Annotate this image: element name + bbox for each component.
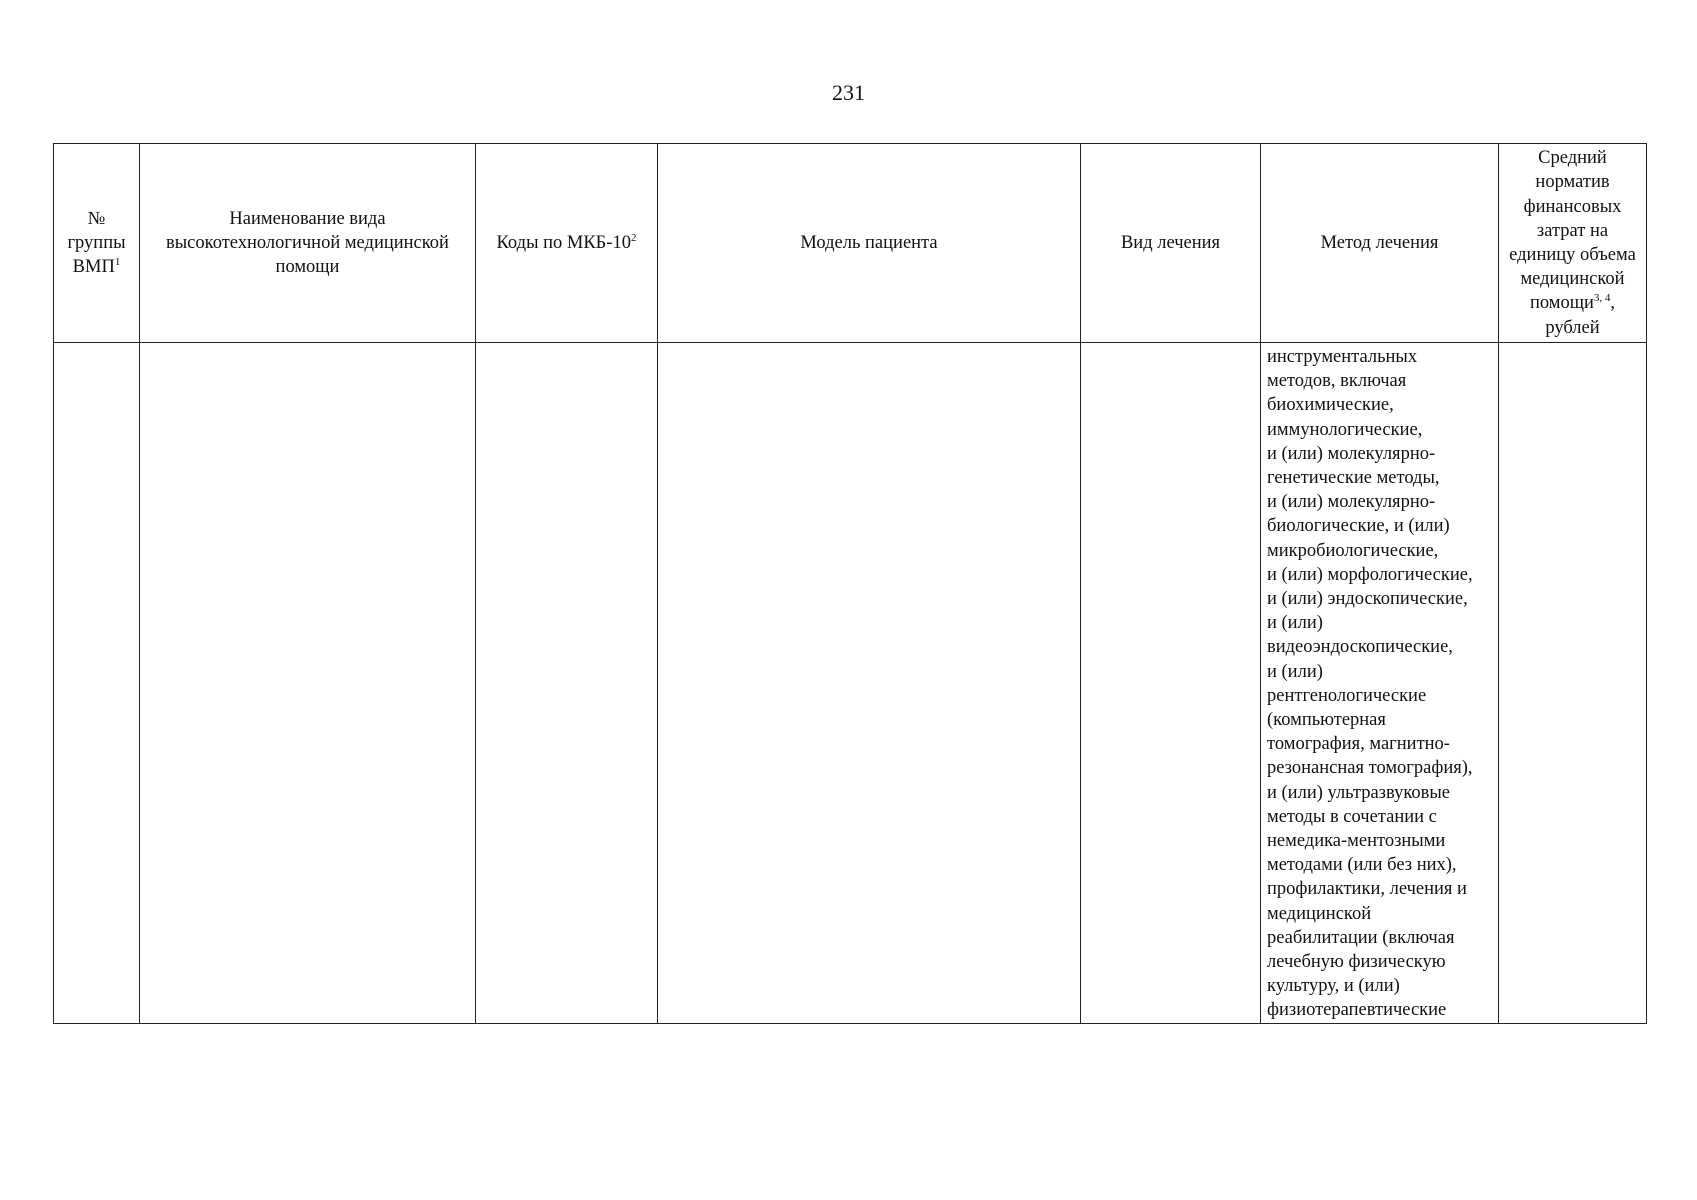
method-text-line: немедика-ментозными — [1267, 831, 1446, 852]
header-name-line-3: помощи — [275, 257, 340, 278]
vmp-table — [53, 143, 1647, 1024]
method-text-line: профилактики, лечения и — [1267, 879, 1467, 900]
header-icd-codes — [476, 144, 658, 343]
header-group-line-1: № — [87, 208, 106, 229]
table-body — [54, 343, 1647, 1024]
method-text-line: и (или) эндоскопические, — [1267, 589, 1468, 610]
header-codes-text: Коды по МКБ-10 — [496, 232, 631, 253]
method-text-line: методов, включая — [1267, 371, 1407, 392]
header-cost-line-8: рублей — [1545, 317, 1600, 338]
cell-group-number — [54, 343, 140, 1024]
method-text-line: инструментальных — [1267, 347, 1418, 367]
table-row — [54, 343, 1647, 1024]
header-name-line-2: высокотехнологичной медицинской — [166, 232, 449, 253]
header-cost-standard — [1499, 144, 1647, 343]
header-cost-comma: , — [1610, 293, 1616, 314]
method-text-line: и (или) — [1267, 613, 1323, 634]
header-patient-model: Модель пациента — [658, 144, 1081, 343]
method-text-line: методы в сочетании с — [1267, 806, 1437, 827]
method-text-line: медицинской — [1267, 903, 1372, 924]
cell-cost-standard — [1499, 343, 1647, 1024]
header-group-number — [54, 144, 140, 343]
header-cost-line-1: Средний — [1538, 148, 1607, 169]
method-text-line: биохимические, — [1267, 395, 1394, 416]
page-number: 231 — [832, 80, 865, 105]
table-header — [54, 144, 1647, 343]
cell-treatment-type — [1081, 343, 1261, 1024]
header-cost-line-4: затрат на — [1536, 220, 1609, 241]
header-treatment-method: Метод лечения — [1261, 144, 1499, 343]
method-text-line: и (или) молекулярно- — [1267, 443, 1436, 464]
method-text-line: лечебную физическую — [1267, 952, 1446, 973]
method-text-line: биологические, и (или) — [1267, 516, 1450, 537]
method-text-line: методами (или без них), — [1267, 855, 1457, 876]
cell-patient-model — [658, 343, 1081, 1024]
method-text-line: (компьютерная — [1267, 710, 1386, 731]
method-text-line: рентгенологические — [1267, 685, 1427, 706]
method-text-line: томография, магнитно- — [1267, 734, 1450, 755]
method-text-line: генетические методы, — [1267, 468, 1440, 489]
header-cost-line-7 — [1503, 291, 1642, 315]
method-text-line: культуру, и (или) — [1267, 976, 1400, 997]
method-text-line: и (или) — [1267, 661, 1323, 682]
cell-icd-codes — [476, 343, 658, 1024]
header-row — [54, 144, 1647, 343]
footnote-ref-2: 2 — [630, 231, 637, 244]
header-group-line-3 — [58, 255, 135, 279]
header-name-line-1: Наименование вида — [229, 208, 386, 229]
method-text-line: микробиологические, — [1267, 540, 1439, 561]
header-cost-line-2: норматив — [1535, 172, 1610, 193]
method-text-line: иммунологические, — [1267, 419, 1423, 440]
method-text-line: резонансная томография), — [1267, 758, 1473, 779]
header-cost-line-3: финансовых — [1523, 196, 1622, 217]
footnote-ref-1: 1 — [114, 255, 121, 268]
method-text-line: и (или) морфологические, — [1267, 564, 1473, 585]
header-group-line-2: группы — [67, 232, 126, 253]
method-text-line: и (или) ультразвуковые — [1267, 782, 1451, 803]
footnote-ref-3-4: 3, 4 — [1593, 292, 1611, 305]
header-group-vmp: ВМП — [72, 257, 115, 278]
method-text-line: реабилитации (включая — [1267, 927, 1455, 948]
header-treatment-type: Вид лечения — [1081, 144, 1261, 343]
header-cost-line-5: единицу объема — [1509, 245, 1636, 265]
header-care-type-name — [140, 144, 476, 343]
header-cost-pomoshchi: помощи — [1529, 293, 1594, 314]
cell-care-type-name — [140, 343, 476, 1024]
method-text-line: и (или) молекулярно- — [1267, 492, 1436, 513]
cell-treatment-method — [1261, 343, 1499, 1024]
header-cost-line-6: медицинской — [1520, 269, 1625, 290]
method-text-line: видеоэндоскопические, — [1267, 637, 1453, 658]
method-text-line: физиотерапевтические — [1267, 1000, 1447, 1021]
